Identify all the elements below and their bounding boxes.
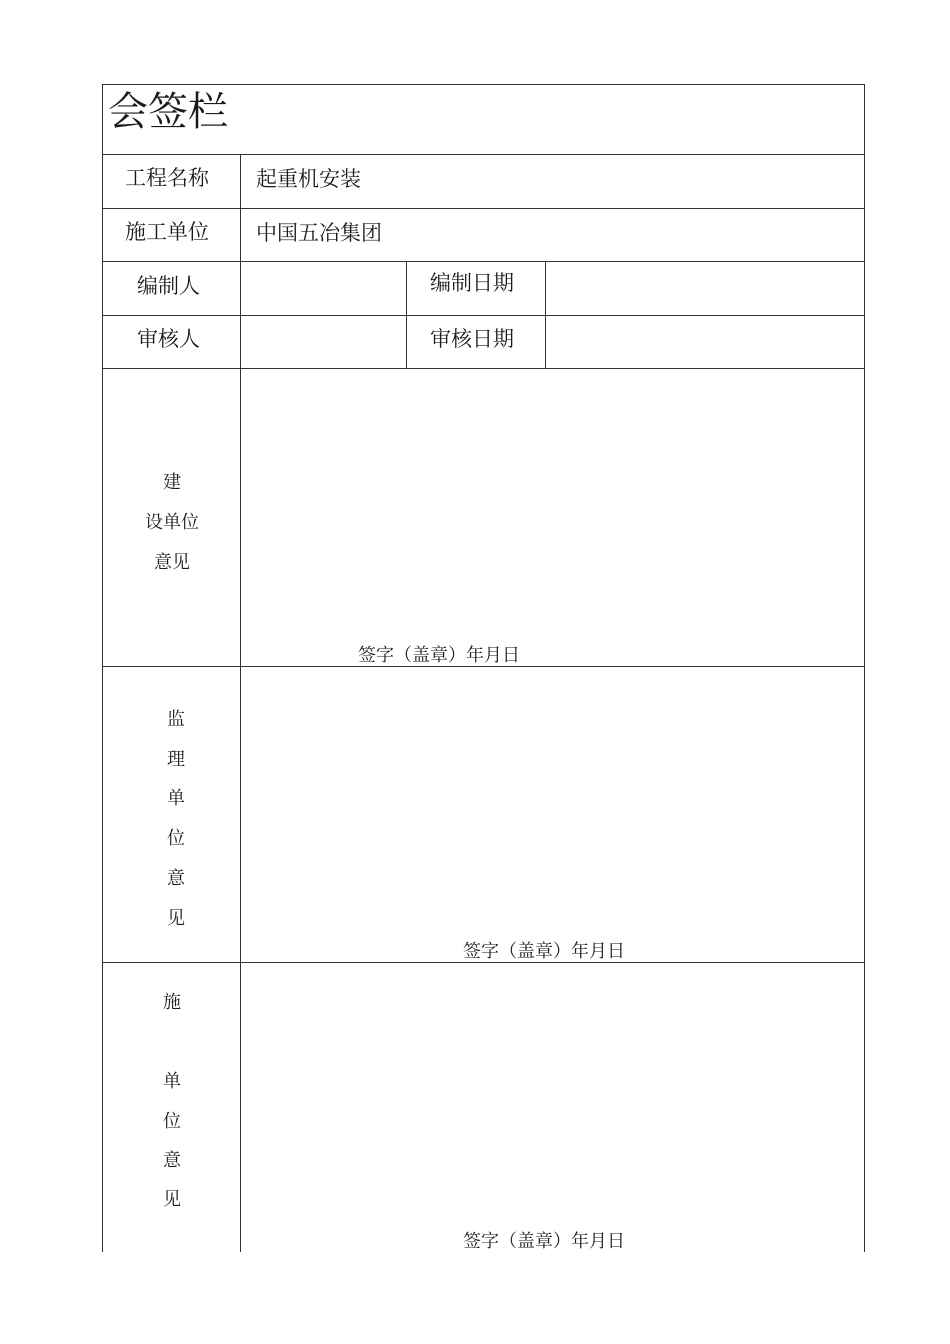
contractor-opinion-label bbox=[102, 994, 242, 1214]
column-divider bbox=[406, 261, 407, 368]
owner-label-line: 意见 bbox=[154, 552, 190, 573]
owner-label-line: 设单位 bbox=[145, 512, 199, 533]
column-divider bbox=[240, 154, 241, 261]
supervision-label-line: 意 bbox=[167, 868, 185, 889]
project-name-label: 工程名称 bbox=[125, 166, 209, 190]
owner-label-line: 建 bbox=[163, 472, 181, 493]
supervision-label-line: 位 bbox=[167, 828, 185, 849]
contractor-label-line: 见 bbox=[163, 1189, 181, 1210]
row-divider bbox=[102, 368, 865, 369]
row-divider bbox=[102, 154, 865, 155]
row-divider bbox=[102, 666, 865, 667]
supervision-opinion-label bbox=[106, 711, 246, 931]
row-divider bbox=[102, 315, 865, 316]
construction-unit-label: 施工单位 bbox=[125, 220, 209, 244]
row-divider bbox=[102, 962, 865, 963]
contractor-label-line: 位 bbox=[163, 1111, 181, 1132]
supervision-label-line: 监 bbox=[167, 709, 185, 730]
sheet-title: 会签栏 bbox=[108, 89, 228, 135]
supervision-signature-line: 签字（盖章）年月日 bbox=[463, 941, 625, 962]
row-divider bbox=[102, 261, 865, 262]
contractor-label-line: 施 bbox=[163, 992, 181, 1013]
contractor-label-line: 单 bbox=[163, 1071, 181, 1092]
review-date-label: 审核日期 bbox=[430, 327, 514, 351]
owner-opinion-label bbox=[102, 474, 242, 574]
construction-unit-value: 中国五冶集团 bbox=[256, 221, 382, 245]
row-divider bbox=[102, 208, 865, 209]
reviewer-label: 审核人 bbox=[137, 327, 200, 351]
supervision-label-line: 见 bbox=[167, 908, 185, 929]
compile-date-label: 编制日期 bbox=[430, 271, 514, 295]
contractor-signature-line: 签字（盖章）年月日 bbox=[463, 1231, 625, 1252]
contractor-label-line: 意 bbox=[163, 1150, 181, 1171]
supervision-label-line: 理 bbox=[167, 749, 185, 770]
column-divider bbox=[545, 261, 546, 368]
owner-signature-line: 签字（盖章）年月日 bbox=[358, 645, 520, 666]
supervision-label-line: 单 bbox=[167, 788, 185, 809]
compiler-label: 编制人 bbox=[137, 274, 200, 298]
project-name-value: 起重机安装 bbox=[256, 167, 361, 191]
